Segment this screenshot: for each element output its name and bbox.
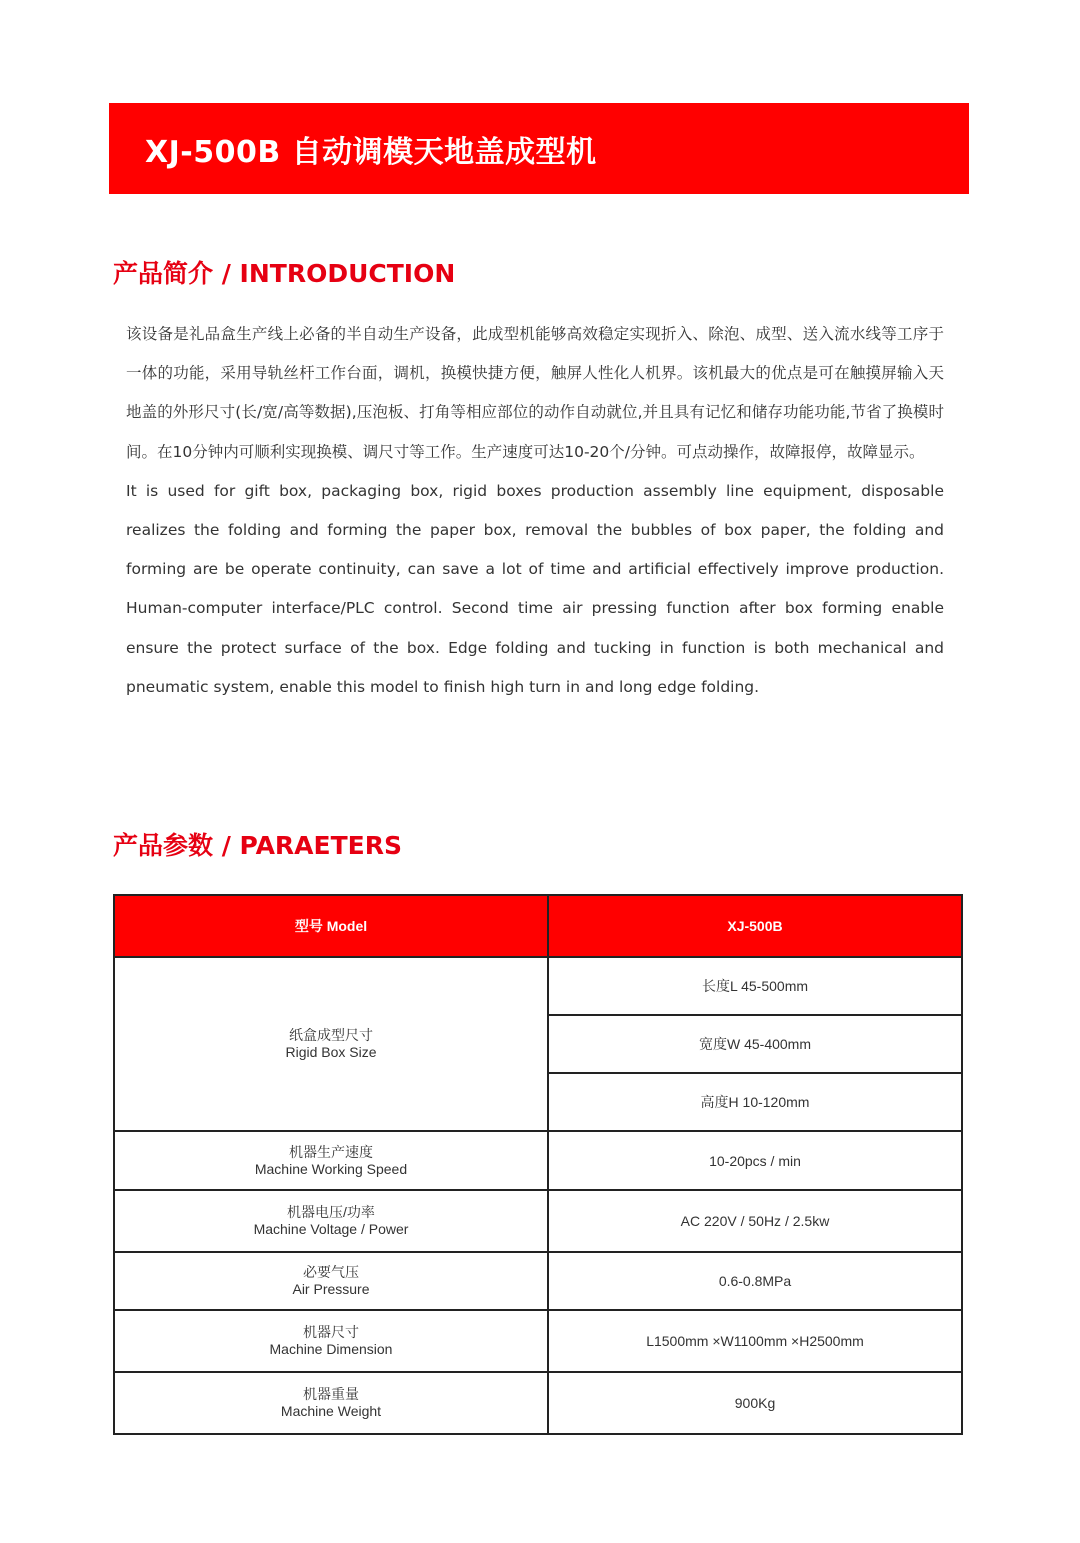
parameters-table xyxy=(113,894,963,1435)
introduction-zh-paragraph: 该设备是礼品盒生产线上必备的半自动生产设备，此成型机能够高效稳定实现折入、除泡、成型、送入流水线等工序于一体的功能，采用导轨丝杆工作台面，调机，换模快捷方便，触屏人性化人机界。该机最大的优点是可在触摸屏输入天地盖的外形尺寸(长/宽/高等数据),压泡板、打角等相应部位的动作自动就位,并且具有记忆和储存功能功能,节省了换模时间。在10分钟内可顺利实现换模、调尺寸等工作。生产速度可达10-20个/分钟。可点动操作，故障报停，故障显示。 xyxy=(126,325,944,461)
table-row xyxy=(114,957,962,1015)
param-value-cell: L1500mm ×W1100mm ×H2500mm xyxy=(548,1310,962,1372)
param-label-en: Machine Voltage / Power xyxy=(253,1221,409,1237)
param-label-cell xyxy=(114,1372,548,1434)
title-banner xyxy=(109,103,969,194)
param-label-zh: 机器重量 xyxy=(303,1386,359,1402)
table-header-row xyxy=(114,895,962,957)
rigid-box-size-label-en: Rigid Box Size xyxy=(285,1044,377,1060)
rigid-box-width-cell: 宽度W 45-400mm xyxy=(548,1015,962,1073)
param-label-zh: 机器电压/功率 xyxy=(287,1204,375,1220)
introduction-heading: 产品简介 / INTRODUCTION xyxy=(113,259,456,288)
parameters-heading: 产品参数 / PARAETERS xyxy=(113,831,402,860)
rigid-box-length-cell: 长度L 45-500mm xyxy=(548,957,962,1015)
param-value-cell: 10-20pcs / min xyxy=(548,1131,962,1190)
table-row xyxy=(114,1372,962,1434)
param-label-cell xyxy=(114,1310,548,1372)
table-row xyxy=(114,1310,962,1372)
table-row xyxy=(114,1252,962,1310)
model-header-cell: 型号 Model xyxy=(114,895,548,957)
table-row xyxy=(114,1190,962,1252)
page-title: XJ-500B 自动调模天地盖成型机 xyxy=(145,134,597,170)
param-value-cell: 0.6-0.8MPa xyxy=(548,1252,962,1310)
param-label-zh: 机器生产速度 xyxy=(289,1143,373,1160)
param-label-cell xyxy=(114,1252,548,1310)
introduction-en-paragraph: It is used for gift box, packaging box, rigid boxes production assembly line equipment, disposable realizes the folding and forming the paper box, removal the bubbles of box paper, the folding and forming are be operate continuity, can save a lot of time and artificial effectively improve production. Human-computer interface/PLC control. Second time air pressing function after box forming enable ensure the protect surface of the box. Edge folding and tucking in function is both mechanical and pneumatic system, enable this model to finish high turn in and long edge folding. xyxy=(126,481,944,696)
rigid-box-size-label-zh: 纸盒成型尺寸 xyxy=(289,1027,373,1043)
param-label-en: Machine Weight xyxy=(280,1403,382,1419)
param-label-en: Machine Dimension xyxy=(269,1341,393,1357)
param-label-zh: 机器尺寸 xyxy=(303,1324,359,1340)
param-label-cell xyxy=(114,1190,548,1252)
param-label-zh: 必要气压 xyxy=(303,1264,359,1280)
param-value-cell: AC 220V / 50Hz / 2.5kw xyxy=(548,1190,962,1252)
model-value-header-cell: XJ-500B xyxy=(548,895,962,957)
param-value-cell: 900Kg xyxy=(548,1372,962,1434)
param-label-en: Air Pressure xyxy=(292,1281,370,1297)
param-label-cell xyxy=(114,1131,548,1190)
rigid-box-size-label-cell xyxy=(114,957,548,1131)
introduction-body xyxy=(126,315,944,707)
rigid-box-height-cell: 高度H 10-120mm xyxy=(548,1073,962,1131)
table-row xyxy=(114,1131,962,1190)
param-label-en: Machine Working Speed xyxy=(254,1160,408,1177)
